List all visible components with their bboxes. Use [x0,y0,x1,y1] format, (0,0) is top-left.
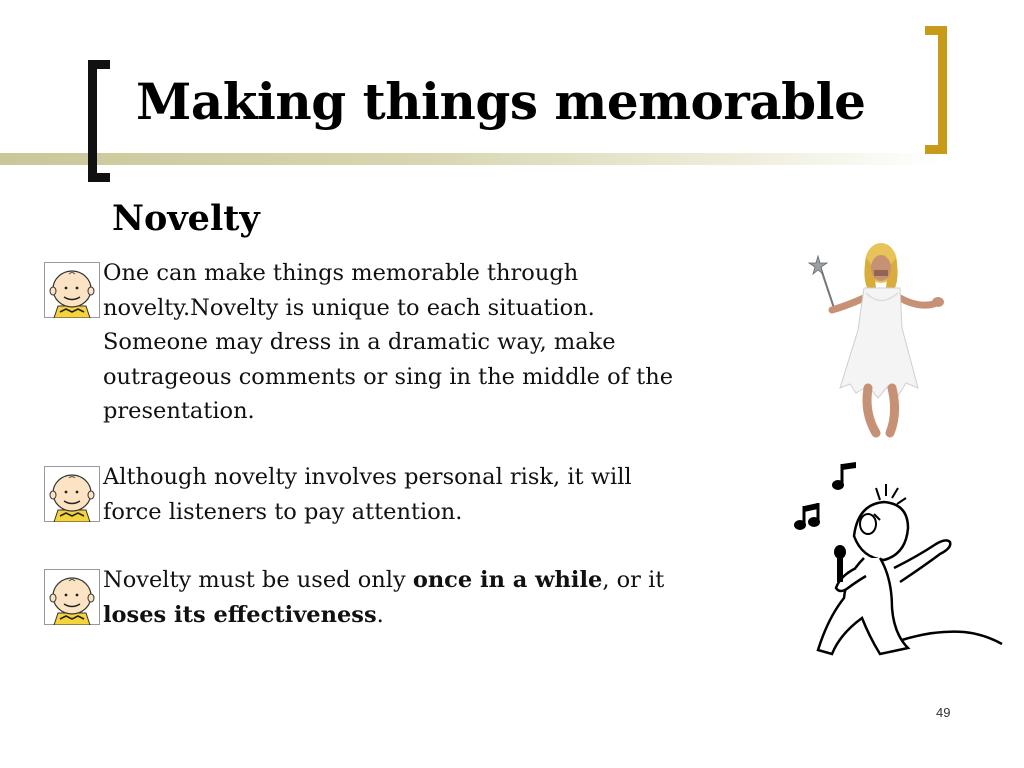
bullet-text: One can make things memorable through novelty.Novelty is unique to each situation. Someone may dress in a dramatic way, make outrageous comments or sing in the middle of the presentation. [103,260,674,424]
page-number: 49 [936,705,951,720]
bullet-text [103,563,693,632]
singer-cartoon-illustration [784,458,1006,662]
slide-subtitle: Novelty [112,198,260,239]
bullet-bold-phrase: once in a while [412,567,603,593]
left-bracket-decoration [88,60,110,182]
right-bracket-decoration [925,26,947,154]
bullet-text-part: , or it [602,567,665,593]
bullet-text: Although novelty involves personal risk, it will force listeners to pay attention. [103,464,632,525]
charlie-brown-face-icon [44,569,100,625]
bullet-text-part: Novelty must be used only [103,567,413,593]
slide-title: Making things memorable [136,72,866,131]
charlie-brown-face-icon [44,262,100,318]
fairy-costume-illustration [806,238,956,440]
charlie-brown-face-icon [44,466,100,522]
bullet-text-part: . [376,601,384,628]
title-underline-bar [0,153,940,165]
bullet-bold-phrase: loses its effectiveness [103,601,377,628]
